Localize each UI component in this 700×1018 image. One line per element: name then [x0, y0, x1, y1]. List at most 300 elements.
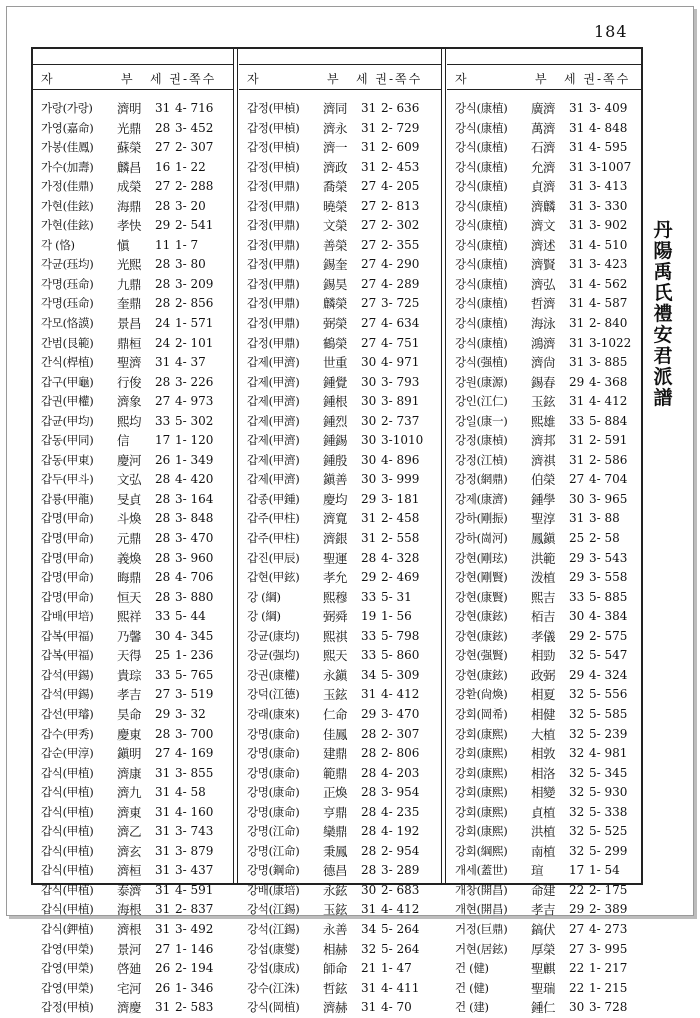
- father-name: 聖瑞: [531, 980, 556, 996]
- entry-row: [239, 607, 441, 627]
- volume-page: 4- 412: [589, 394, 628, 409]
- entry-name: 갑식(甲植): [41, 824, 94, 839]
- father-name: 德昌: [323, 863, 348, 879]
- volume-page: 2- 558: [381, 531, 420, 546]
- father-name: 錫奎: [323, 257, 348, 273]
- entry-name: 강인(江仁): [455, 394, 508, 409]
- father-name: 文弘: [117, 472, 142, 488]
- generation: 31: [155, 804, 171, 819]
- entry-row: [239, 627, 441, 647]
- entry-name: 강현(康賢): [455, 589, 508, 604]
- generation: 31: [569, 257, 585, 272]
- entry-name: 거현(居鉉): [455, 941, 508, 956]
- entry-name: 강균(康均): [247, 628, 300, 643]
- side-title-char: 氏: [653, 282, 673, 304]
- generation: 31: [361, 101, 377, 115]
- entry-name: 강현(康鉉): [455, 667, 508, 682]
- father-name: 相健: [531, 706, 556, 722]
- entry-row: [33, 666, 233, 686]
- generation: 28: [361, 765, 377, 780]
- father-name: 海根: [117, 902, 142, 918]
- father-name: 光熙: [117, 257, 142, 273]
- volume-page: 1- 215: [589, 980, 628, 995]
- generation: 31: [569, 120, 585, 135]
- entry-row: [33, 294, 233, 314]
- entry-row: [447, 138, 641, 158]
- entry-name: 갑복(甲福): [41, 648, 94, 663]
- entry-name: 강섭(康燮): [247, 941, 300, 956]
- entry-list: [239, 99, 441, 1018]
- entry-row: [447, 803, 641, 823]
- volume-page: 3-1007: [589, 159, 632, 174]
- volume-page: 5- 930: [589, 785, 628, 800]
- entry-name: 강하(崗河): [455, 531, 508, 546]
- volume-page: 2- 609: [381, 140, 420, 155]
- entry-name: 강현(剛玹): [455, 550, 508, 565]
- entry-row: [239, 959, 441, 979]
- generation: 19: [361, 609, 377, 624]
- entry-name: 갑제(甲濟): [247, 452, 300, 467]
- entry-name: 갑명(甲命): [41, 570, 94, 585]
- father-name: 永善: [323, 921, 348, 937]
- generation: 27: [361, 257, 377, 272]
- generation: 31: [361, 140, 377, 155]
- entry-row: [239, 900, 441, 920]
- generation: 27: [361, 237, 377, 252]
- volume-page: 2- 840: [589, 316, 628, 331]
- father-name: 信: [117, 433, 130, 449]
- generation: 27: [361, 198, 377, 213]
- father-name: 厚榮: [531, 941, 556, 957]
- generation: 31: [155, 863, 171, 878]
- entry-row: [33, 744, 233, 764]
- father-name: 濟賢: [531, 257, 556, 273]
- volume-page: 3- 330: [589, 198, 628, 213]
- entry-name: 각 (恪): [41, 237, 75, 252]
- generation: 32: [569, 687, 585, 702]
- entry-name: 건 (健): [455, 980, 489, 995]
- volume-page: 3- 879: [175, 843, 214, 858]
- volume-page: 3- 725: [381, 296, 420, 311]
- father-name: 慶河: [117, 452, 142, 468]
- entry-row: [239, 236, 441, 256]
- entry-row: [447, 470, 641, 490]
- entry-name: 갑균(甲均): [41, 413, 94, 428]
- volume-page: 2- 683: [381, 882, 420, 897]
- volume-page: 3- 891: [381, 394, 420, 409]
- father-name: 石濟: [531, 140, 556, 156]
- generation: 31: [361, 511, 377, 526]
- father-name: 聖運: [323, 550, 348, 566]
- generation: 29: [569, 628, 585, 643]
- volume-page: 1- 7: [175, 237, 199, 252]
- entry-row: [33, 216, 233, 236]
- generation: 31: [569, 198, 585, 213]
- entry-row: [33, 685, 233, 705]
- generation: 27: [361, 296, 377, 311]
- father-name: 熙雄: [531, 413, 556, 429]
- entry-name: 강회(康熙): [455, 824, 508, 839]
- generation: 28: [361, 726, 377, 741]
- volume-page: 4- 971: [381, 355, 420, 370]
- entry-name: 강회(康熙): [455, 785, 508, 800]
- generation: 31: [569, 140, 585, 155]
- entry-name: 강명(康命): [247, 785, 300, 800]
- entry-name: 갑정(甲鼎): [247, 335, 300, 350]
- father-name: 慶均: [323, 491, 348, 507]
- volume-page: 2- 469: [381, 570, 420, 585]
- entry-name: 강명(康命): [247, 726, 300, 741]
- generation: 30: [361, 882, 377, 897]
- entry-row: [239, 431, 441, 451]
- generation: 29: [155, 706, 171, 721]
- father-name: 孝吉: [531, 902, 556, 918]
- entry-row: [447, 940, 641, 960]
- generation: 27: [155, 140, 171, 155]
- generation: 33: [361, 648, 377, 663]
- entry-row: [33, 334, 233, 354]
- generation: 31: [155, 843, 171, 858]
- generation: 31: [361, 687, 377, 702]
- father-name: 允濟: [531, 159, 556, 175]
- entry-row: [447, 959, 641, 979]
- entry-name: 강식(康植): [455, 120, 508, 135]
- entry-row: [447, 216, 641, 236]
- volume-page: 3-1010: [381, 433, 424, 448]
- entry-name: 갑동(甲同): [41, 433, 94, 448]
- generation: 30: [361, 472, 377, 487]
- entry-name: 갑순(甲淳): [41, 746, 94, 761]
- entry-row: [33, 588, 233, 608]
- volume-page: 5- 338: [589, 804, 628, 819]
- entry-row: [33, 509, 233, 529]
- entry-row: [33, 725, 233, 745]
- father-name: 哲鉉: [323, 980, 348, 996]
- entry-name: 강식(康植): [455, 335, 508, 350]
- generation: 31: [569, 296, 585, 311]
- entry-row: [447, 431, 641, 451]
- father-name: 玉鉉: [323, 902, 348, 918]
- entry-name: 갑영(甲榮): [41, 941, 94, 956]
- generation: 31: [155, 765, 171, 780]
- father-name: 濟一: [323, 140, 348, 156]
- generation: 11: [155, 237, 171, 252]
- volume-page: 4- 37: [175, 355, 206, 370]
- entry-name: 가봉(佳鳳): [41, 140, 94, 155]
- father-name: 海泳: [531, 316, 556, 332]
- entry-row: [447, 627, 641, 647]
- generation: 26: [155, 452, 171, 467]
- volume-page: 2- 575: [589, 628, 628, 643]
- volume-page: 3- 558: [589, 570, 628, 585]
- entry-row: [447, 900, 641, 920]
- header-label: 부: [327, 72, 339, 86]
- entry-name: 갑석(甲錫): [41, 667, 94, 682]
- father-name: 濟政: [323, 159, 348, 175]
- generation: 31: [155, 902, 171, 917]
- generation: 31: [361, 902, 377, 917]
- entry-name: 강회(綱熙): [455, 843, 508, 858]
- volume-page: 4- 160: [175, 804, 214, 819]
- volume-page: 4- 510: [589, 237, 628, 252]
- entry-row: [447, 255, 641, 275]
- entry-row: [33, 470, 233, 490]
- volume-page: 5- 860: [381, 648, 420, 663]
- entry-name: 건 (建): [455, 1000, 489, 1015]
- entry-name: 가정(佳鼎): [41, 179, 94, 194]
- generation: 33: [155, 413, 171, 428]
- volume-page: 1- 47: [381, 961, 412, 976]
- volume-page: 2- 355: [381, 237, 420, 252]
- generation: 31: [361, 120, 377, 135]
- entry-row: [33, 783, 233, 803]
- volume-page: 1- 146: [175, 941, 214, 956]
- volume-page: 3- 885: [589, 355, 628, 370]
- entry-name: 강덕(江德): [247, 687, 300, 702]
- entry-row: [239, 803, 441, 823]
- father-name: 濟同: [323, 101, 348, 116]
- entry-row: [33, 861, 233, 881]
- entry-name: 갑명(甲命): [41, 511, 94, 526]
- entry-name: 강석(江錫): [247, 921, 300, 936]
- generation: 25: [569, 531, 585, 546]
- volume-page: 2- 307: [381, 726, 420, 741]
- header-label: 자: [455, 72, 467, 86]
- father-name: 南植: [531, 843, 556, 859]
- volume-page: 4- 562: [589, 276, 628, 291]
- father-name: 義煥: [117, 550, 142, 566]
- entry-row: [447, 177, 641, 197]
- generation: 31: [569, 179, 585, 194]
- father-name: 孝吉: [117, 687, 142, 703]
- volume-page: 5- 264: [381, 941, 420, 956]
- entry-name: 가수(加壽): [41, 159, 94, 174]
- entry-row: [239, 744, 441, 764]
- entry-name: 강 (綱): [247, 589, 281, 604]
- generation: 28: [361, 746, 377, 761]
- entry-row: [239, 197, 441, 217]
- entry-row: [33, 881, 233, 901]
- header-label: 세 권-쪽수: [564, 72, 631, 86]
- father-name: 濟東: [117, 804, 142, 820]
- volume-page: 4- 716: [175, 101, 214, 115]
- entry-row: [33, 627, 233, 647]
- father-name: 景昌: [117, 316, 142, 332]
- entry-row: [447, 666, 641, 686]
- generation: 28: [361, 863, 377, 878]
- entry-row: [239, 216, 441, 236]
- generation: 29: [569, 667, 585, 682]
- father-name: 文榮: [323, 218, 348, 234]
- volume-page: 3- 164: [175, 491, 214, 506]
- entry-name: 갑주(甲柱): [247, 511, 300, 526]
- volume-page: 4- 751: [381, 335, 420, 350]
- entry-row: [447, 685, 641, 705]
- volume-page: 4- 591: [175, 882, 214, 897]
- entry-name: 갑복(甲福): [41, 628, 94, 643]
- volume-page: 3- 209: [175, 276, 214, 291]
- father-name: 伯榮: [531, 472, 556, 488]
- entry-row: [447, 529, 641, 549]
- volume-page: 5- 585: [589, 706, 628, 721]
- generation: 31: [569, 218, 585, 233]
- father-name: 晦鼎: [117, 570, 142, 586]
- father-name: 孝允: [323, 570, 348, 586]
- entry-name: 개현(開昌): [455, 902, 508, 917]
- side-title-char: 派: [653, 366, 673, 388]
- generation: 29: [569, 902, 585, 917]
- father-name: 亨鼎: [323, 804, 348, 820]
- header-label: 세 권-쪽수: [356, 72, 423, 86]
- father-name: 聖麒: [531, 961, 556, 977]
- volume-page: 2- 307: [175, 140, 214, 155]
- entry-name: 강회(康熙): [455, 746, 508, 761]
- volume-page: 1- 349: [175, 452, 214, 467]
- generation: 31: [569, 101, 585, 115]
- father-name: 鍾錫: [323, 433, 348, 449]
- entry-name: 강식(康植): [455, 159, 508, 174]
- father-name: 相變: [531, 785, 556, 801]
- generation: 31: [569, 276, 585, 291]
- volume-page: 4- 203: [381, 765, 420, 780]
- generation: 33: [155, 667, 171, 682]
- generation: 31: [569, 394, 585, 409]
- entry-row: [447, 275, 641, 295]
- volume-page: 5- 302: [175, 413, 214, 428]
- entry-row: [239, 881, 441, 901]
- generation: 31: [155, 882, 171, 897]
- father-name: 濟永: [323, 120, 348, 136]
- volume-page: 2- 541: [175, 218, 214, 233]
- generation: 28: [155, 198, 171, 213]
- entry-row: [33, 236, 233, 256]
- volume-page: 2- 175: [589, 882, 628, 897]
- generation: 28: [155, 374, 171, 389]
- father-name: 濟邦: [531, 433, 556, 449]
- father-name: 光鼎: [117, 120, 142, 136]
- side-title: [651, 220, 675, 409]
- column-divider: [441, 47, 446, 885]
- entry-row: [239, 822, 441, 842]
- entry-name: 갑영(甲榮): [41, 980, 94, 995]
- generation: 30: [361, 374, 377, 389]
- entry-name: 강하(剛振): [455, 511, 508, 526]
- entry-row: [447, 509, 641, 529]
- generation: 16: [155, 159, 171, 174]
- entry-row: [447, 568, 641, 588]
- volume-page: 4- 981: [589, 746, 628, 761]
- father-name: 師命: [323, 961, 348, 977]
- entry-row: [447, 99, 641, 119]
- father-name: 熙吉: [531, 589, 556, 605]
- entry-name: 강래(康來): [247, 706, 300, 721]
- volume-page: 4- 368: [589, 374, 628, 389]
- entry-name: 강식(康植): [455, 276, 508, 291]
- volume-page: 3- 437: [175, 863, 214, 878]
- entry-row: [239, 529, 441, 549]
- volume-page: 2- 591: [589, 433, 628, 448]
- generation: 31: [569, 452, 585, 467]
- generation: 28: [155, 257, 171, 272]
- entry-name: 갑명(甲命): [41, 550, 94, 565]
- father-name: 政弼: [531, 667, 556, 683]
- father-name: 濟文: [531, 218, 556, 234]
- volume-page: 2- 636: [381, 101, 420, 115]
- generation: 28: [155, 589, 171, 604]
- entry-name: 간범(艮範): [41, 335, 94, 350]
- father-name: 善榮: [323, 237, 348, 253]
- generation: 22: [569, 961, 585, 976]
- volume-page: 3- 728: [589, 1000, 628, 1015]
- father-name: 景河: [117, 941, 142, 957]
- entry-name: 개창(開昌): [455, 882, 508, 897]
- side-title-char: 安: [653, 324, 673, 346]
- volume-page: 4- 192: [381, 824, 420, 839]
- entry-row: [239, 666, 441, 686]
- father-name: 慶東: [117, 726, 142, 742]
- entry-row: [239, 705, 441, 725]
- volume-page: 2- 837: [175, 902, 214, 917]
- father-name: 濟象: [117, 394, 142, 410]
- generation: 31: [361, 980, 377, 995]
- volume-page: 3- 423: [589, 257, 628, 272]
- father-name: 鎭善: [323, 472, 348, 488]
- generation: 26: [155, 980, 171, 995]
- entry-name: 갑수(甲秀): [41, 726, 94, 741]
- volume-page: 4- 420: [175, 472, 214, 487]
- volume-page: 4- 324: [589, 667, 628, 682]
- father-name: 行俊: [117, 374, 142, 390]
- entry-row: [239, 685, 441, 705]
- father-name: 萬濟: [531, 120, 556, 136]
- entry-row: [33, 646, 233, 666]
- volume-page: 5- 885: [589, 589, 628, 604]
- generation: 28: [155, 276, 171, 291]
- volume-page: 4- 328: [381, 550, 420, 565]
- entry-row: [447, 822, 641, 842]
- entry-name: 강식(康植): [455, 316, 508, 331]
- entry-name: 강 (綱): [247, 609, 281, 624]
- entry-name: 갑동(甲東): [41, 452, 94, 467]
- side-title-char: 丹: [653, 219, 673, 241]
- generation: 28: [155, 531, 171, 546]
- generation: 31: [155, 921, 171, 936]
- generation: 33: [361, 589, 377, 604]
- entry-row: [239, 373, 441, 393]
- entry-row: [447, 881, 641, 901]
- volume-page: 5- 345: [589, 765, 628, 780]
- volume-page: 2- 389: [589, 902, 628, 917]
- entry-name: 강식(康植): [455, 101, 508, 115]
- generation: 27: [569, 941, 585, 956]
- father-name: 鎬伏: [531, 921, 556, 937]
- father-name: 泰濟: [117, 882, 142, 898]
- entry-row: [447, 588, 641, 608]
- generation: 31: [569, 335, 585, 350]
- volume-page: 4- 412: [381, 687, 420, 702]
- volume-page: 3- 848: [175, 511, 214, 526]
- generation: 27: [361, 218, 377, 233]
- father-name: 相赫: [323, 941, 348, 957]
- father-name: 濟尙: [531, 355, 556, 371]
- father-name: 天得: [117, 648, 142, 664]
- volume-page: 3- 80: [175, 257, 206, 272]
- entry-name: 갑주(甲柱): [247, 531, 300, 546]
- volume-page: 3- 960: [175, 550, 214, 565]
- entry-row: [33, 451, 233, 471]
- entry-name: 각명(珏命): [41, 276, 94, 291]
- entry-row: [239, 255, 441, 275]
